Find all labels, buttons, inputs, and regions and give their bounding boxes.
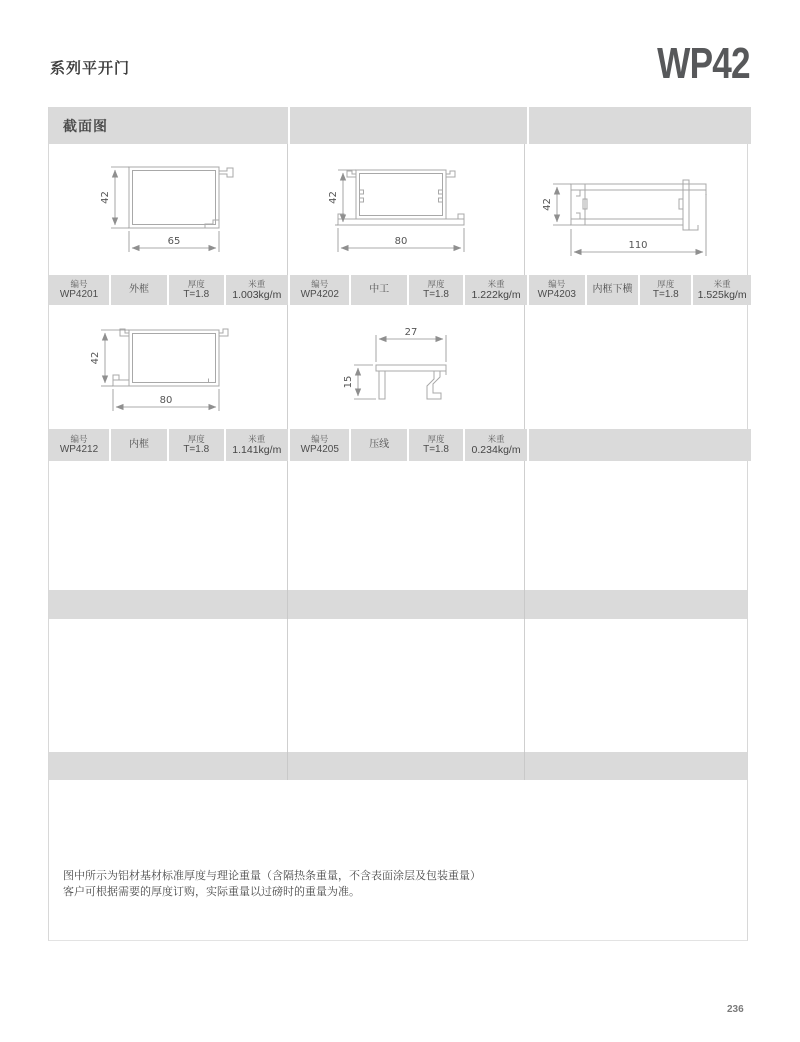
empty-band-2: [49, 752, 747, 780]
spec-weight-cell: [226, 429, 288, 461]
dimension-lines: [354, 335, 446, 399]
spec-code-label: 编号: [70, 434, 88, 445]
spec-thickness-value: T=1.8: [423, 444, 449, 456]
empty-band-cell: [525, 590, 747, 619]
note-line-1: 图中所示为铝材基材标准厚度与理论重量（含隔热条重量，不含表面涂层及包装重量）: [63, 870, 481, 882]
spec-thickness-label: 厚度: [427, 434, 445, 445]
profile-outline: [571, 180, 706, 230]
spec-weight-value: 1.525kg/m: [697, 288, 747, 301]
spec-name-cell: [111, 275, 167, 305]
empty-cell: [525, 619, 747, 752]
height-dim-label: 15: [343, 375, 354, 389]
spec-thickness-cell: [169, 275, 224, 305]
spec-code-label: 编号: [70, 279, 88, 290]
spec-name-cell: [351, 429, 406, 461]
empty-band-cell: [525, 752, 747, 780]
height-dim-label: 42: [90, 351, 101, 365]
diagram-cell-wp4205: [288, 305, 525, 429]
diagram-cell-empty: [525, 305, 747, 429]
profile-outline: [338, 170, 464, 225]
profile-drawing-wp4203: [525, 144, 747, 275]
spec-name-value: 中工: [369, 284, 390, 296]
spec-weight-value: 1.222kg/m: [471, 288, 521, 301]
spec-thickness-label: 厚度: [187, 434, 205, 445]
spec-name-value: 内框: [128, 439, 149, 451]
spec-code-value: WP4205: [300, 444, 339, 456]
profile-outline: [129, 167, 233, 228]
width-dim-label: 65: [167, 236, 181, 247]
spec-thickness-value: T=1.8: [423, 289, 449, 301]
profile-table: [48, 107, 748, 941]
spec-row-1: [49, 275, 747, 305]
spec-weight-value: 0.234kg/m: [471, 443, 521, 456]
diagram-row-2: [49, 305, 747, 429]
profile-drawing-wp4212: [49, 305, 288, 429]
spec-weight-label: 米重: [487, 433, 505, 444]
spec-thickness-label: 厚度: [187, 279, 205, 290]
diagram-cell-wp4212: [49, 305, 288, 429]
spec-weight-value: 1.141kg/m: [232, 443, 282, 456]
spec-group-wp4212: [49, 429, 288, 461]
empty-band-cell: [288, 590, 525, 619]
diagram-cell-wp4203: [525, 144, 747, 275]
profile-drawing-wp4205: [288, 305, 525, 429]
profile-outline: [113, 329, 228, 386]
spec-group-wp4202: [290, 275, 527, 305]
spec-code-value: WP4203: [537, 289, 576, 301]
section-header-cell-3: [529, 107, 751, 144]
height-dim-label: 42: [100, 191, 111, 204]
spec-thickness-value: T=1.8: [652, 289, 679, 301]
empty-band-cell: [288, 752, 525, 780]
empty-cell: [49, 461, 288, 590]
spec-thickness-cell: [409, 275, 463, 305]
height-dim-label: 42: [542, 198, 553, 211]
spec-weight-cell: [693, 275, 751, 305]
width-dim-label: 80: [394, 236, 408, 247]
spec-code-cell: [529, 275, 585, 305]
spec-weight-label: 米重: [713, 278, 731, 289]
spec-weight-label: 米重: [487, 278, 505, 289]
spec-name-cell: [351, 275, 406, 305]
spec-thickness-cell: [169, 429, 224, 461]
footer-note-cell: [49, 780, 747, 940]
dimension-lines: [111, 167, 219, 252]
empty-band-1: [49, 590, 747, 619]
empty-band-cell: [49, 590, 288, 619]
spec-group-wp4203: [529, 275, 751, 305]
spec-code-cell: [290, 275, 349, 305]
spec-code-label: 编号: [311, 279, 329, 290]
spec-group-wp4201: [49, 275, 288, 305]
spec-code-label: 编号: [548, 279, 566, 290]
spec-name-value: 外框: [128, 284, 149, 296]
section-header-row: [49, 107, 747, 144]
spec-name-value: 压线: [369, 439, 390, 451]
spec-code-value: WP4212: [59, 444, 99, 456]
spec-name-cell: [587, 275, 639, 305]
spec-weight-label: 米重: [248, 278, 266, 289]
spec-thickness-value: T=1.8: [183, 289, 210, 301]
empty-row-2: [49, 619, 747, 752]
spec-weight-label: 米重: [248, 433, 266, 444]
spec-code-value: WP4201: [59, 289, 99, 301]
empty-cell: [49, 619, 288, 752]
width-dim-label: 80: [159, 395, 173, 406]
width-dim-label: 27: [404, 327, 418, 338]
note-line-2: 客户可根据需要的厚度订购，实际重量以过磅时的重量为准。: [63, 886, 360, 898]
height-dim-label: 42: [328, 191, 339, 204]
spec-code-cell: [49, 429, 109, 461]
spec-thickness-label: 厚度: [427, 279, 445, 290]
empty-band-cell: [49, 752, 288, 780]
page-series-title: 系列平开门: [50, 60, 131, 77]
spec-thickness-cell: [640, 275, 691, 305]
spec-group-wp4205: [290, 429, 527, 461]
section-header-cell: 截面图: [49, 107, 288, 144]
page-number: 236: [727, 1004, 744, 1015]
diagram-row-1: [49, 144, 747, 275]
spec-row-2: [49, 429, 747, 461]
profile-drawing-wp4201: [49, 144, 288, 275]
spec-code-cell: [49, 275, 109, 305]
spec-thickness-cell: [409, 429, 463, 461]
spec-name-cell: [111, 429, 167, 461]
width-dim-label: 110: [628, 240, 648, 251]
spec-weight-cell: [465, 275, 527, 305]
profile-drawing-wp4202: [288, 144, 525, 275]
spec-thickness-label: 厚度: [657, 279, 675, 290]
spec-code-value: WP4202: [300, 289, 339, 301]
spec-weight-cell: [226, 275, 288, 305]
spec-thickness-value: T=1.8: [183, 444, 210, 456]
diagram-cell-wp4202: [288, 144, 525, 275]
empty-row-1: [49, 461, 747, 590]
spec-weight-cell: [465, 429, 527, 461]
spec-code-label: 编号: [311, 434, 329, 445]
profile-outline: [376, 365, 446, 399]
diagram-cell-wp4201: [49, 144, 288, 275]
section-header-cell-2: [290, 107, 527, 144]
spec-blank-cell: [529, 429, 751, 461]
spec-name-value: 内框下横: [592, 284, 633, 296]
empty-cell: [525, 461, 747, 590]
empty-cell: [288, 461, 525, 590]
spec-weight-value: 1.003kg/m: [232, 288, 282, 301]
empty-cell: [288, 619, 525, 752]
page-model-title: WP42: [657, 39, 750, 88]
spec-code-cell: [290, 429, 349, 461]
